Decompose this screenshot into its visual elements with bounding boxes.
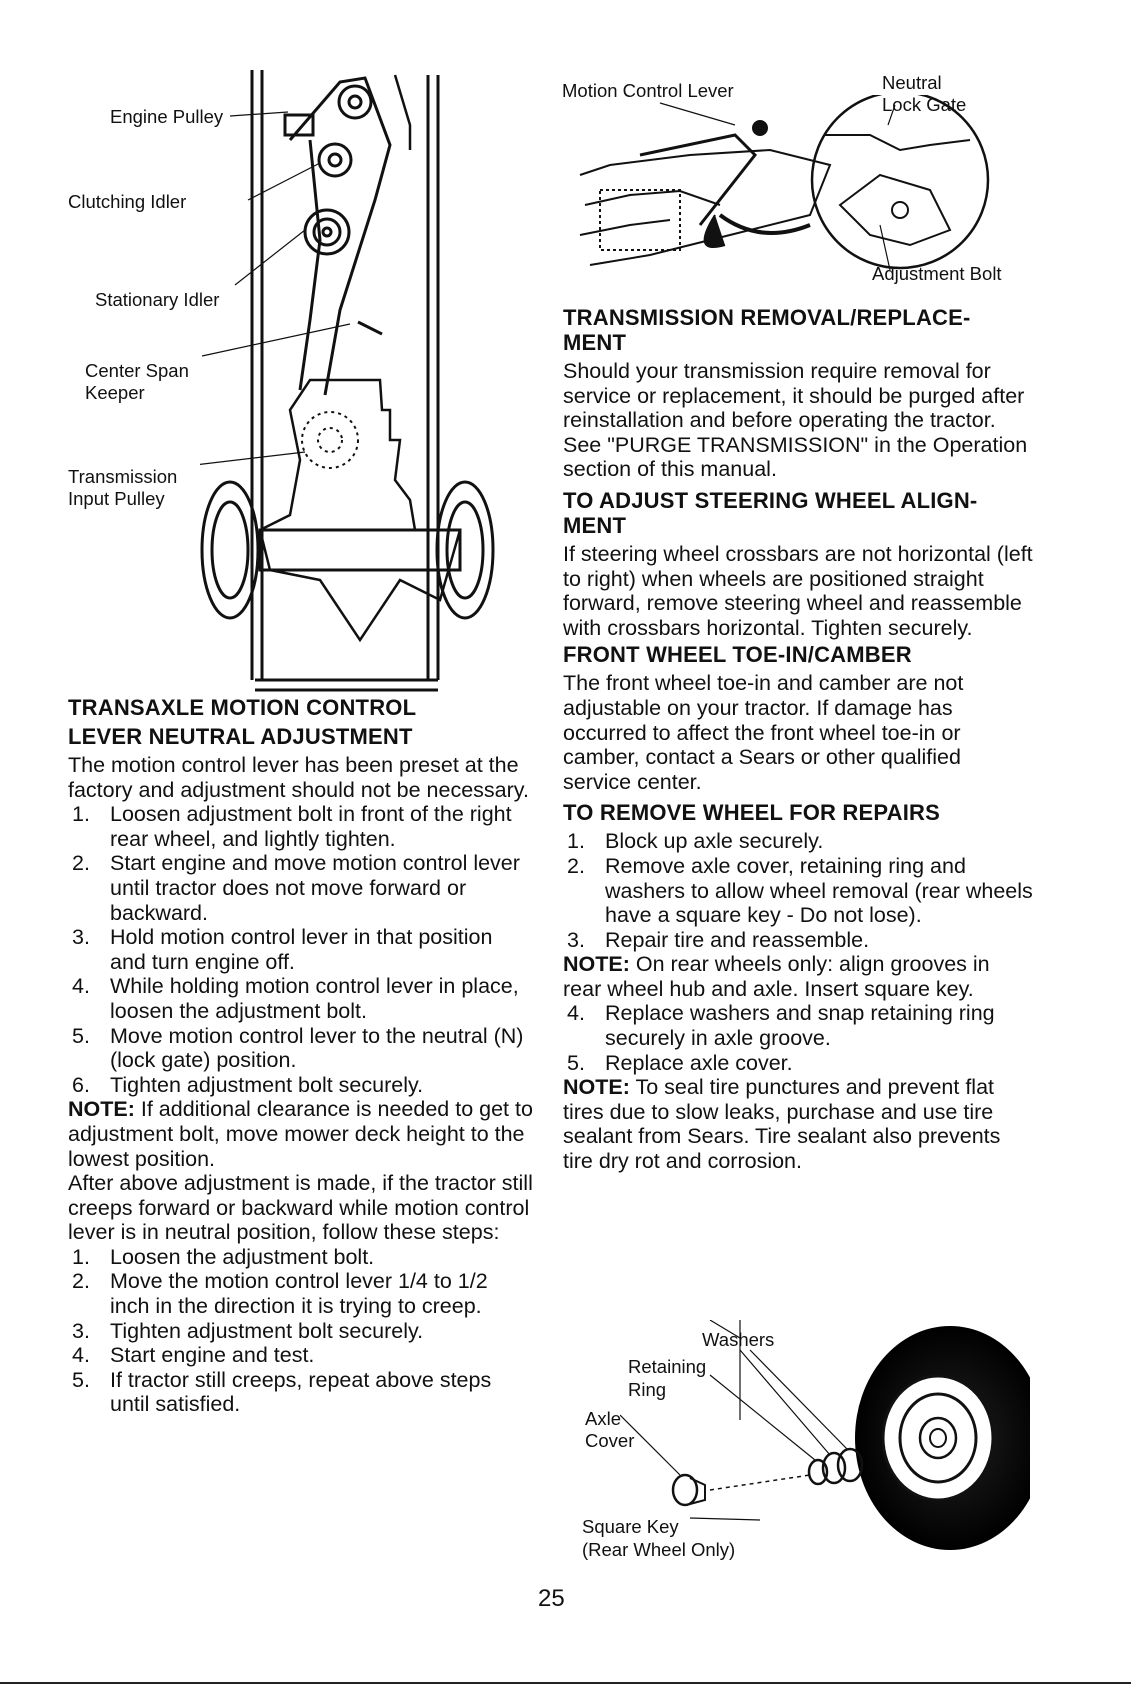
transaxle-steps-2 [68, 1245, 533, 1417]
right-column [563, 305, 1033, 1174]
steering-heading-2: MENT [563, 512, 627, 538]
steering-heading-1: TO ADJUST STEERING WHEEL ALIGN- [563, 487, 978, 513]
axle-cover-label-2: Cover [585, 1430, 635, 1451]
remove-wheel-heading: TO REMOVE WHEEL FOR REPAIRS [563, 800, 940, 826]
toe-in-body: The front wheel toe-in and camber are not adjustable on your tractor. If damage has occurred to affect the front wheel toe-in or camber, contact a Sears or other qualified service center. [563, 671, 964, 794]
neutral-lock-gate-label-2: Lock Gate [882, 94, 967, 115]
center-span-keeper-label-2: Keeper [85, 382, 145, 403]
page-edge-rule [0, 1682, 1131, 1684]
rear-wheel-only-label: (Rear Wheel Only) [582, 1539, 736, 1560]
engine-pulley-label: Engine Pulley [110, 106, 224, 127]
transaxle-heading-2: LEVER NEUTRAL ADJUSTMENT [68, 724, 413, 749]
list-item: 5. If tractor still creeps, repeat above steps until satisfied. [72, 1367, 492, 1417]
list-item: 1. Block up axle securely. [567, 829, 824, 854]
belt-diagram [200, 60, 540, 700]
motion-control-lever-diagram [570, 95, 1010, 285]
stationary-idler-label: Stationary Idler [95, 289, 220, 310]
transaxle-note: NOTE: If additional clearance is needed to get to adjustment bolt, move mower deck height to the lowest position. [68, 1097, 533, 1171]
motion-control-lever-label: Motion Control Lever [562, 80, 734, 101]
transmission-input-pulley-label-2: Input Pulley [68, 488, 165, 509]
list-item: 5. Replace axle cover. [567, 1050, 793, 1075]
transaxle-intro: The motion control lever has been preset at the factory and adjustment should not be necessary. [68, 753, 529, 802]
transmission-input-pulley-label-1: Transmission [68, 466, 178, 487]
list-item: 2. Move the motion control lever 1/4 to 1/2 inch in the direction it is trying to creep. [72, 1269, 488, 1319]
neutral-lock-gate-label-1: Neutral [882, 72, 942, 93]
transmission-heading-1: TRANSMISSION REMOVAL/REPLACE- [563, 305, 971, 330]
transmission-body: Should your transmission require removal for service or replacement, it should be purged after reinstallation and before operating the tractor. See "PURGE TRANSMISSION" in the Operation section of this manual. [563, 359, 1028, 482]
list-item: 3. Tighten adjustment bolt securely. [72, 1318, 424, 1343]
list-item: 6. Tighten adjustment bolt securely. [72, 1072, 424, 1097]
clutching-idler-label: Clutching Idler [68, 191, 187, 212]
transaxle-after: After above adjustment is made, if the tractor still creeps forward or backward while motion control lever is in neutral position, follow these steps: [68, 1171, 533, 1245]
axle-cover-label-1: Axle [585, 1408, 621, 1429]
center-span-keeper-label-1: Center Span [85, 360, 189, 381]
transaxle-heading-1: TRANSAXLE MOTION CONTROL [68, 695, 417, 720]
transaxle-steps [68, 802, 533, 1097]
list-item: 3. Hold motion control lever in that position and turn engine off. [72, 925, 493, 974]
list-item: 4. Start engine and test. [72, 1343, 315, 1368]
list-item: 4. Replace washers and snap retaining ring securely in axle groove. [567, 1001, 995, 1051]
list-item: 1. Loosen the adjustment bolt. [72, 1244, 375, 1269]
list-item: 2. Start engine and move motion control lever until tractor does not move forward or backward. [72, 851, 520, 925]
wheel-assembly-diagram [620, 1320, 1030, 1550]
steering-body: If steering wheel crossbars are not horizontal (left to right) when wheels are positioned straight forward, remove steering wheel and reassemble with crossbars horizontal. Tighten securely. [563, 541, 1033, 640]
remove-wheel-steps-a [563, 829, 1033, 952]
list-item: 5. Move motion control lever to the neutral (N) (lock gate) position. [72, 1023, 524, 1073]
remove-wheel-steps-b [563, 1001, 1033, 1075]
list-item: 1. Loosen adjustment bolt in front of the right rear wheel, and lightly tighten. [72, 802, 512, 851]
list-item: 2. Remove axle cover, retaining ring and washers to allow wheel removal (rear wheels have a square key - Do not lose). [567, 853, 1033, 928]
toe-in-heading: FRONT WHEEL TOE-IN/CAMBER [563, 642, 912, 668]
retaining-ring-label-2: Ring [628, 1379, 667, 1400]
adjustment-bolt-label: Adjustment Bolt [872, 263, 1002, 284]
transmission-heading-2: MENT [563, 330, 627, 355]
transaxle-section [68, 695, 533, 1417]
remove-wheel-note-2: NOTE: To seal tire punctures and prevent flat tires due to slow leaks, purchase and use tire sealant from Sears. Tire sealant also prevents tire dry rot and corrosion. [563, 1075, 1001, 1174]
retaining-ring-label-1: Retaining [628, 1356, 707, 1377]
list-item: 4. While holding motion control lever in place, loosen the adjustment bolt. [72, 974, 519, 1023]
page-number: 25 [538, 1585, 565, 1612]
remove-wheel-note-1: NOTE: On rear wheels only: align grooves in rear wheel hub and axle. Insert square key. [563, 952, 990, 1001]
square-key-label: Square Key [582, 1516, 679, 1537]
list-item: 3. Repair tire and reassemble. [567, 927, 870, 952]
washers-label: Washers [702, 1329, 775, 1350]
